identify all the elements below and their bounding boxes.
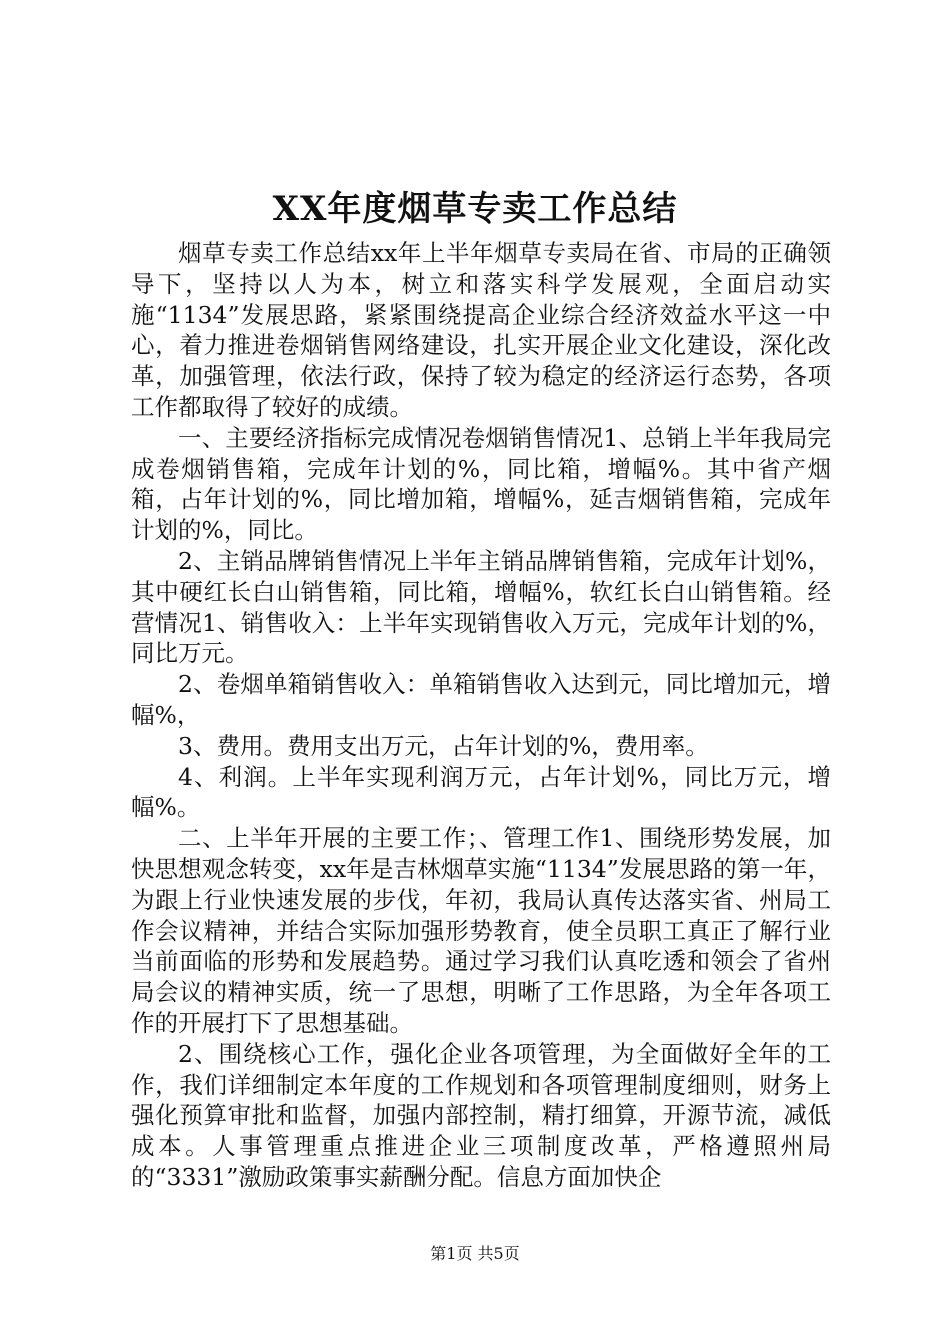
paragraph: 一、主要经济指标完成情况卷烟销售情况1、总销上半年我局完成卷烟销售箱，完成年计划的%，同比箱，增幅%。其中省产烟箱，占年计划的%，同比增加箱，增幅%，延吉烟销售箱，完成年计划的%，同比。 <box>131 423 831 545</box>
paragraph: 2、围绕核心工作，强化企业各项管理，为全面做好全年的工作，我们详细制定本年度的工作规划和各项管理制度细则，财务上强化预算审批和监督，加强内部控制，精打细算，开源节流，减低成本。人事管理重点推进企业三项制度改革，严格遵照州局的“3331”激励政策事实薪酬分配。信息方面加快企 <box>131 1039 831 1191</box>
paragraph: 4、利润。上半年实现利润万元，占年计划%，同比万元，增幅%。 <box>131 762 831 822</box>
page-footer: 第1页 共5页 <box>430 1244 520 1263</box>
document-title: XX年度烟草专卖工作总结 <box>272 189 678 229</box>
paragraph: 2、卷烟单箱销售收入：单箱销售收入达到元，同比增加元，增幅%， <box>131 670 831 729</box>
paragraph: 烟草专卖工作总结xx年上半年烟草专卖局在省、市局的正确领导下，坚持以人为本，树立和落实科学发展观，全面启动实施“1134”发展思路，紧紧围绕提高企业综合经济效益水平这一中心，着力推进卷烟销售网络建设，扎实开展企业文化建设，深化改革，加强管理，依法行政，保持了较为稳定的经济运行态势，各项工作都取得了较好的成绩。 <box>131 239 831 421</box>
document-body <box>131 238 831 1193</box>
paragraph: 二、上半年开展的主要工作；、管理工作1、围绕形势发展，加快思想观念转变，xx年是吉林烟草实施“1134”发展思路的第一年，为跟上行业快速发展的步伐，年初，我局认真传达落实省、州局工作会议精神，并结合实际加强形势教育，使全员职工真正了解行业当前面临的形势和发展趋势。通过学习我们认真吃透和领会了省州局会议的精神实质，统一了思想，明晰了工作思路，为全年各项工作的开展打下了思想基础。 <box>131 824 831 1037</box>
paragraph: 3、费用。费用支出万元，占年计划的%，费用率。 <box>178 731 709 760</box>
paragraph: 2、主销品牌销售情况上半年主销品牌销售箱，完成年计划%，其中硬红长白山销售箱，同比箱，增幅%，软红长白山销售箱。经营情况1、销售收入：上半年实现销售收入万元，完成年计划的%，同比万元。 <box>131 546 831 668</box>
